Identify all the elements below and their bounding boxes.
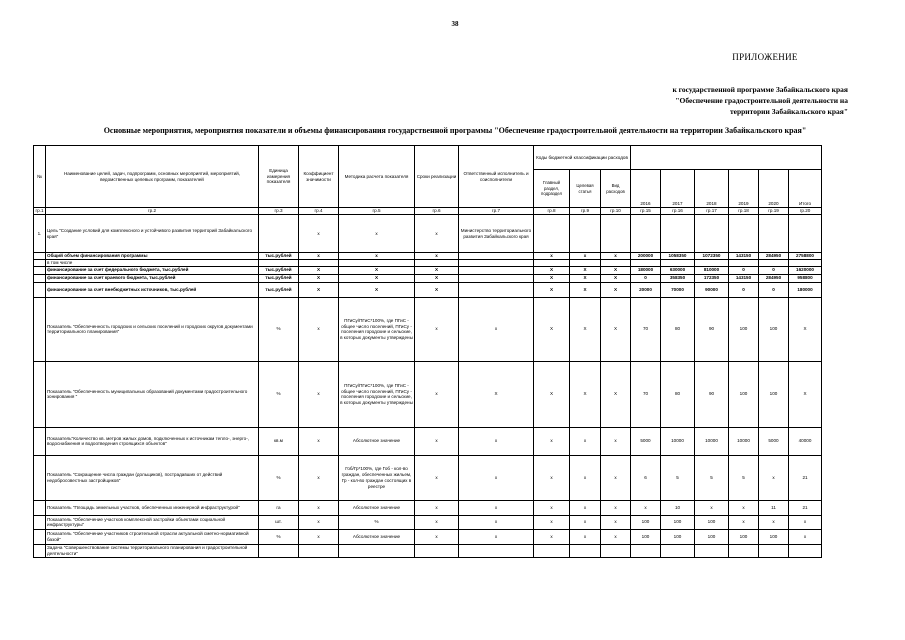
- table-cell: 100: [729, 529, 759, 544]
- table-cell: 70000: [661, 282, 695, 297]
- table-cell: 1072350: [695, 253, 729, 260]
- table-cell: Х: [570, 297, 601, 361]
- table-cell: [601, 544, 631, 557]
- table-cell: 810000: [695, 266, 729, 274]
- table-row: [34, 544, 822, 557]
- table-cell: [34, 427, 46, 455]
- column-number: гр.15: [631, 208, 661, 215]
- table-cell: 80: [661, 297, 695, 361]
- table-cell: 80: [661, 361, 695, 427]
- table-cell: х: [601, 500, 631, 515]
- table-cell: 100: [729, 361, 759, 427]
- table-cell: х: [459, 455, 534, 500]
- table-cell: 1058350: [661, 253, 695, 260]
- table-cell: Х: [534, 297, 570, 361]
- column-number: гр.16: [661, 208, 695, 215]
- table-cell: Абсолютное значение: [339, 529, 415, 544]
- table-cell: 358350: [661, 274, 695, 282]
- table-cell: [34, 544, 46, 557]
- table-cell: ПГиСу/ПГиС*100%, где ПГиС - общее число поселений, ПГиСу - поселения городские и сельские, в которых документы утверждены: [339, 297, 415, 361]
- table-cell: Показатель "Обеспеченность городских и сельских поселений и городских округов документами территориального планирования": [46, 297, 259, 361]
- table-cell: [695, 544, 729, 557]
- table-cell: Х: [339, 274, 415, 282]
- table-cell: [695, 215, 729, 253]
- column-number: гр.2: [46, 208, 259, 215]
- table-cell: Х: [570, 282, 601, 297]
- table-cell: 100: [695, 529, 729, 544]
- table-cell: Министерство территориального развития Забайкальского края: [459, 215, 534, 253]
- table-cell: х: [415, 297, 459, 361]
- table-cell: Показатель "Обеспеченность муниципальных образований документами градостроительного зонирования ": [46, 361, 259, 427]
- table-row: [34, 500, 822, 515]
- table-row: [34, 266, 822, 274]
- table-cell: х: [534, 500, 570, 515]
- table-cell: Х: [415, 282, 459, 297]
- table-cell: Х: [789, 361, 822, 427]
- table-cell: %: [259, 297, 299, 361]
- table-cell: х: [299, 215, 339, 253]
- table-cell: в том числе: [46, 260, 259, 267]
- table-cell: [34, 274, 46, 282]
- table-cell: 143150: [729, 274, 759, 282]
- table-cell: 1620000: [789, 266, 822, 274]
- table-cell: 200000: [631, 253, 661, 260]
- header-total: Итого: [789, 170, 822, 208]
- table-cell: [34, 455, 46, 500]
- table-cell: х: [339, 215, 415, 253]
- table-cell: 0: [729, 282, 759, 297]
- table-cell: х: [570, 500, 601, 515]
- table-cell: [415, 544, 459, 557]
- table-cell: [789, 215, 822, 253]
- table-cell: х: [570, 515, 601, 529]
- table-cell: Х: [534, 282, 570, 297]
- table-cell: Х: [415, 274, 459, 282]
- table-row: [34, 253, 822, 260]
- document-title: Основные мероприятия, мероприятия показатели и объемы финансирования государственной программы "Обеспечение градостроительной деятельности на территории Забайкальского края": [103, 126, 807, 135]
- table-cell: х: [299, 455, 339, 500]
- table-cell: х: [415, 455, 459, 500]
- header-method: Методика расчета показателя: [339, 146, 415, 208]
- table-cell: [601, 215, 631, 253]
- table-cell: [34, 260, 46, 267]
- table-cell: х: [789, 515, 822, 529]
- table-cell: х: [759, 515, 789, 529]
- table-cell: Х: [534, 274, 570, 282]
- table-cell: х: [729, 515, 759, 529]
- table-cell: [299, 260, 339, 267]
- table-cell: х: [459, 529, 534, 544]
- table-cell: [759, 215, 789, 253]
- column-number: гр.10: [601, 208, 631, 215]
- table-cell: х: [339, 253, 415, 260]
- table-cell: [459, 266, 534, 274]
- table-cell: финансирование за счет внебюджетных источников, тыс.рублей: [46, 282, 259, 297]
- table-cell: х: [299, 297, 339, 361]
- table-cell: тыс.рублей: [259, 266, 299, 274]
- table-cell: кв.м: [259, 427, 299, 455]
- table-cell: 5000: [631, 427, 661, 455]
- table-cell: ПГиСу/ПГиС*100%, где ПГиС - общее число поселений, ПГиСу - поселения городские и сельские, в которых документы утверждены: [339, 361, 415, 427]
- table-row: [34, 455, 822, 500]
- header-code-target: Целевая статья: [570, 170, 601, 208]
- table-cell: х: [789, 529, 822, 544]
- table-cell: [34, 266, 46, 274]
- table-cell: Х: [415, 266, 459, 274]
- table-cell: финансирование за счет краевого бюджета, тыс.рублей: [46, 274, 259, 282]
- table-cell: х: [601, 253, 631, 260]
- table-cell: 100: [631, 529, 661, 544]
- table-cell: 70: [631, 361, 661, 427]
- table-cell: Х: [299, 282, 339, 297]
- table-cell: 100: [695, 515, 729, 529]
- header-years-group: [631, 146, 822, 170]
- table-cell: [459, 544, 534, 557]
- header-unit: Единица измерения показателя: [259, 146, 299, 208]
- table-cell: х: [415, 361, 459, 427]
- table-cell: 70: [631, 297, 661, 361]
- table-cell: 5: [695, 455, 729, 500]
- table-cell: [34, 500, 46, 515]
- table-cell: х: [570, 427, 601, 455]
- table-cell: финансирование за счет федерального бюджета, тыс.рублей: [46, 266, 259, 274]
- table-cell: х: [415, 427, 459, 455]
- table-cell: х: [299, 529, 339, 544]
- table-cell: х: [729, 500, 759, 515]
- table-cell: тыс.рублей: [259, 274, 299, 282]
- table-cell: [631, 260, 661, 267]
- table-cell: х: [570, 455, 601, 500]
- table-cell: Цель "Создание условий для комплексного и устойчивого развития территорий Забайкальского края": [46, 215, 259, 253]
- table-cell: [631, 544, 661, 557]
- table-cell: х: [299, 500, 339, 515]
- header-code-type: Вид расходов: [601, 170, 631, 208]
- table-cell: 10000: [729, 427, 759, 455]
- table-cell: 284950: [759, 253, 789, 260]
- table-cell: 100: [631, 515, 661, 529]
- table-cell: 958800: [789, 274, 822, 282]
- column-number: гр.5: [339, 208, 415, 215]
- table-cell: [259, 260, 299, 267]
- table-cell: Показатель "Площадь земельных участков, обеспеченных инженерной инфраструктурой": [46, 500, 259, 515]
- table-row: [34, 215, 822, 253]
- table-cell: х: [631, 500, 661, 515]
- table-cell: 10000: [661, 427, 695, 455]
- header-executor: Ответственный исполнитель и соисполнители: [459, 146, 534, 208]
- table-cell: [34, 253, 46, 260]
- table-cell: х: [299, 361, 339, 427]
- table-cell: х: [459, 297, 534, 361]
- table-cell: х: [415, 500, 459, 515]
- table-cell: [570, 544, 601, 557]
- table-row: [34, 297, 822, 361]
- table-cell: 100: [661, 529, 695, 544]
- column-number: гр.9: [570, 208, 601, 215]
- table-cell: 0: [759, 266, 789, 274]
- table-cell: Показатель "Обеспечение участников строительной отрасли актуальной сметно-нормативной базой": [46, 529, 259, 544]
- table-cell: тыс.рублей: [259, 253, 299, 260]
- page-number: 38: [451, 20, 459, 28]
- table-cell: 5: [729, 455, 759, 500]
- table-cell: [34, 515, 46, 529]
- table-cell: Х: [601, 297, 631, 361]
- table-cell: Общий объем финансирования программы: [46, 253, 259, 260]
- table-cell: [339, 260, 415, 267]
- table-cell: х: [570, 253, 601, 260]
- table-cell: Х: [601, 282, 631, 297]
- table-cell: [789, 260, 822, 267]
- table-cell: Показатель"Количество кв. метров жилых домов, подключенных к источникам тепло-, энерго-, водоснабжения и водоотведения строящихся объектов": [46, 427, 259, 455]
- header-year: 2019: [729, 170, 759, 208]
- table-cell: х: [570, 529, 601, 544]
- table-cell: Х: [570, 274, 601, 282]
- table-cell: Х: [339, 266, 415, 274]
- table-cell: [759, 544, 789, 557]
- program-table: [33, 145, 822, 558]
- table-cell: х: [759, 455, 789, 500]
- table-cell: 100: [759, 297, 789, 361]
- table-cell: 100: [759, 529, 789, 544]
- table-cell: х: [534, 455, 570, 500]
- table-cell: 10: [661, 500, 695, 515]
- table-cell: 11: [759, 500, 789, 515]
- table-cell: х: [415, 529, 459, 544]
- table-cell: [601, 260, 631, 267]
- table-row: [34, 515, 822, 529]
- table-cell: х: [601, 455, 631, 500]
- table-cell: [459, 253, 534, 260]
- table-cell: Х: [339, 282, 415, 297]
- table-cell: 630000: [661, 266, 695, 274]
- table-cell: х: [415, 515, 459, 529]
- table-cell: х: [534, 529, 570, 544]
- table-cell: [661, 215, 695, 253]
- appendix-subtitle-line: "Обеспечение градостроительной деятельности на: [675, 96, 848, 105]
- table-cell: х: [601, 529, 631, 544]
- table-cell: [259, 544, 299, 557]
- table-cell: [729, 544, 759, 557]
- table-row: [34, 282, 822, 297]
- column-number: гр.17: [695, 208, 729, 215]
- table-cell: [661, 260, 695, 267]
- table-cell: 40000: [789, 427, 822, 455]
- header-code-main: Главный раздел, подраздел: [534, 170, 570, 208]
- table-cell: х: [299, 253, 339, 260]
- table-cell: х: [459, 427, 534, 455]
- header-coefficient: Коэффициент значимости: [299, 146, 339, 208]
- table-cell: [631, 215, 661, 253]
- table-cell: Х: [789, 297, 822, 361]
- header-codes-group: Коды бюджетной классификации расходов: [534, 146, 631, 170]
- table-cell: 100: [661, 515, 695, 529]
- table-cell: 172350: [695, 274, 729, 282]
- table-cell: 284950: [759, 274, 789, 282]
- table-cell: [729, 260, 759, 267]
- table-row: [34, 529, 822, 544]
- table-cell: 0: [729, 266, 759, 274]
- header-year: 2017: [661, 170, 695, 208]
- column-number: гр.18: [729, 208, 759, 215]
- table-row: [34, 361, 822, 427]
- table-cell: [789, 544, 822, 557]
- table-cell: 100: [729, 297, 759, 361]
- appendix-title: ПРИЛОЖЕНИЕ: [732, 52, 798, 62]
- table-cell: х: [534, 253, 570, 260]
- table-cell: х: [459, 500, 534, 515]
- table-cell: [695, 260, 729, 267]
- table-cell: Х: [299, 274, 339, 282]
- column-number: гр.7: [459, 208, 534, 215]
- table-cell: 5000: [759, 427, 789, 455]
- table-cell: Х: [459, 361, 534, 427]
- header-period: Сроки реализации: [415, 146, 459, 208]
- appendix-subtitle-line: территории Забайкальского края": [729, 107, 848, 116]
- table-cell: шт.: [259, 515, 299, 529]
- table-cell: Х: [601, 274, 631, 282]
- table-header: [34, 146, 822, 215]
- table-row: [34, 427, 822, 455]
- table-cell: 90: [695, 361, 729, 427]
- header-name: Наименование целей, задач, подпрограмм, основных мероприятий, мероприятий, ведомственных целевых программ, показателей: [46, 146, 259, 208]
- table-row: [34, 274, 822, 282]
- table-cell: га: [259, 500, 299, 515]
- table-cell: х: [534, 427, 570, 455]
- table-cell: Х: [299, 266, 339, 274]
- header-num: №: [34, 146, 46, 208]
- column-number: гр.20: [789, 208, 822, 215]
- table-cell: [339, 544, 415, 557]
- table-cell: [570, 260, 601, 267]
- table-cell: Х: [534, 361, 570, 427]
- table-cell: 0: [631, 274, 661, 282]
- table-cell: [259, 215, 299, 253]
- column-number: гр.1: [35, 208, 44, 214]
- table-cell: [570, 215, 601, 253]
- table-cell: х: [695, 500, 729, 515]
- table-cell: Х: [570, 361, 601, 427]
- column-number: гр.6: [415, 208, 459, 215]
- table-cell: 90: [695, 297, 729, 361]
- table-cell: [534, 215, 570, 253]
- table-cell: Показатель "Обеспечение участков комплексной застройки объектами социальной инфраструктуры": [46, 515, 259, 529]
- table-cell: %: [259, 455, 299, 500]
- table-cell: х: [601, 515, 631, 529]
- table-cell: 20000: [631, 282, 661, 297]
- table-cell: Х: [570, 266, 601, 274]
- header-year: 2020: [759, 170, 789, 208]
- table-cell: Х: [601, 266, 631, 274]
- table-cell: Х: [601, 361, 631, 427]
- table-cell: [34, 282, 46, 297]
- column-number: гр.19: [759, 208, 789, 215]
- table-cell: [299, 544, 339, 557]
- table-cell: х: [299, 427, 339, 455]
- table-cell: Задача "Совершенствование системы территориального планирования и градостроительной деятельности": [46, 544, 259, 557]
- table-cell: Абсолютное значение: [339, 500, 415, 515]
- column-number: гр.4: [299, 208, 339, 215]
- table-cell: [34, 361, 46, 427]
- table-cell: 180000: [631, 266, 661, 274]
- table-cell: 1.: [34, 215, 46, 253]
- table-cell: %: [259, 529, 299, 544]
- table-cell: 5: [661, 455, 695, 500]
- table-cell: Х: [534, 266, 570, 274]
- table-cell: х: [601, 427, 631, 455]
- table-cell: [534, 260, 570, 267]
- table-cell: [661, 544, 695, 557]
- table-cell: 143150: [729, 253, 759, 260]
- table-cell: Показатель "Сокращение числа граждан (дольщиков), пострадавших от действий недобросовестных застройщиков": [46, 455, 259, 500]
- table-cell: 6: [631, 455, 661, 500]
- table-cell: 0: [759, 282, 789, 297]
- table-cell: х: [534, 515, 570, 529]
- table-cell: х: [299, 515, 339, 529]
- table-body: [34, 215, 822, 558]
- table-cell: 10000: [695, 427, 729, 455]
- table-cell: Абсолютное значение: [339, 427, 415, 455]
- table-cell: [34, 297, 46, 361]
- header-year: 2016: [631, 170, 661, 208]
- table-cell: х: [459, 515, 534, 529]
- header-year: 2018: [695, 170, 729, 208]
- table-cell: [459, 260, 534, 267]
- table-cell: 90000: [695, 282, 729, 297]
- table-cell: 2758800: [789, 253, 822, 260]
- table-cell: х: [415, 215, 459, 253]
- table-cell: 100: [759, 361, 789, 427]
- table-cell: %: [259, 361, 299, 427]
- table-cell: Гоб/Гр*100%, где Гоб - кол-во граждан, обеспеченных жильем, Гр - кол-во граждан состоящих в реестре: [339, 455, 415, 500]
- table-cell: тыс.рублей: [259, 282, 299, 297]
- table-cell: [34, 529, 46, 544]
- table-cell: х: [415, 253, 459, 260]
- table-cell: 180000: [789, 282, 822, 297]
- table-cell: [459, 282, 534, 297]
- table-cell: [534, 544, 570, 557]
- appendix-subtitle-line: к государственной программе Забайкальского края: [672, 85, 848, 94]
- table-cell: 21: [789, 500, 822, 515]
- table-cell: [459, 274, 534, 282]
- column-number: гр.3: [259, 208, 299, 215]
- column-number: гр.8: [534, 208, 570, 215]
- table-cell: [729, 215, 759, 253]
- table-cell: [759, 260, 789, 267]
- table-cell: %: [339, 515, 415, 529]
- table-cell: [415, 260, 459, 267]
- table-row: [34, 260, 822, 267]
- appendix-subtitle: [600, 84, 848, 117]
- table-cell: 21: [789, 455, 822, 500]
